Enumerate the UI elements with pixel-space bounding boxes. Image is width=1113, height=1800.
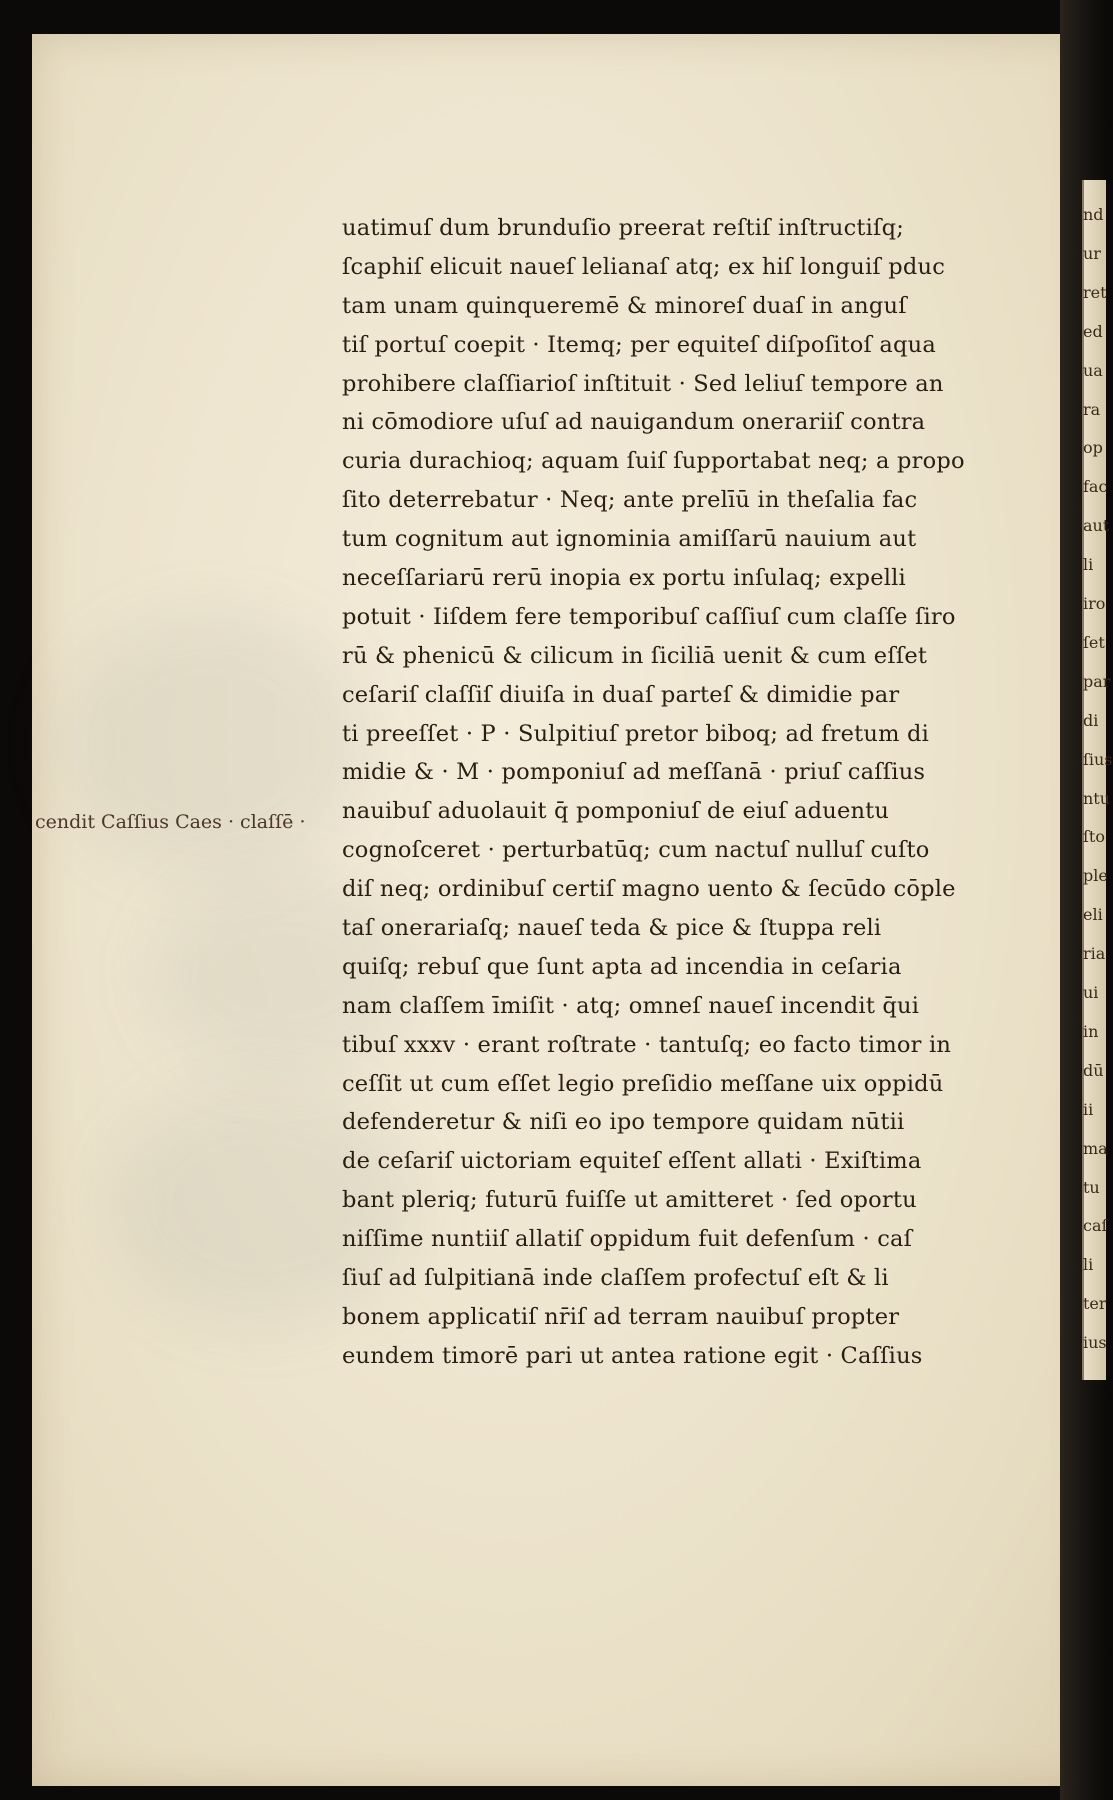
next-page-fragment: ui [1083, 983, 1099, 1002]
next-page-fragment: ſet [1083, 632, 1105, 652]
water-stain [62, 614, 362, 874]
text-line: ceſſit ut cum eſſet legio preſidio meſſane uix oppidū [342, 1070, 944, 1097]
text-line: defenderetur & niſi eo ipo tempore quidam nūtii [342, 1109, 905, 1136]
text-line: eundem timorē pari ut antea ratione egit · Caſſius [342, 1342, 923, 1369]
text-line: niſſime nuntiiſ allatiſ oppidum fuit defenſum · caſ [342, 1226, 913, 1253]
text-line: tibuſ xxxv · erant roſtrate · tantuſq; eo facto timor in [342, 1031, 952, 1058]
next-page-fragment: in [1083, 1021, 1099, 1041]
next-page-fragment: eli [1083, 905, 1103, 925]
margin-note: cendit Caſſius Caes · claſſē · [35, 811, 306, 833]
text-line: diſ neq; ordinibuſ certiſ magno uento & ſecūdo cōple [342, 876, 956, 903]
next-page-fragment: ius [1083, 1333, 1107, 1353]
text-line: ni cōmodiore uſuſ ad nauigandum onerariiſ contra [342, 409, 926, 436]
next-page-fragment: iro [1083, 594, 1106, 613]
next-page-fragment: par [1083, 671, 1111, 691]
next-page-fragment: ra [1083, 399, 1101, 419]
text-line: curia durachioq; aquam ſuiſ ſupportabat neq; a propo [342, 448, 965, 475]
next-page-fragment: fac [1083, 477, 1108, 497]
next-page-fragment: li [1083, 1255, 1094, 1275]
text-line: cognoſceret · perturbatūq; cum nactuſ nulluſ cuſto [342, 837, 930, 864]
text-line: ſito deterrebatur · Neq; ante prelīū in theſalia fac [342, 487, 918, 514]
next-page-fragment: caſ [1083, 1216, 1108, 1236]
next-page-fragment: aut [1083, 516, 1110, 536]
text-line: uatimuſ dum brunduſio preerat reſtiſ inſtructiſq; [342, 215, 904, 241]
next-page-fragment: ntu [1083, 788, 1111, 808]
next-page-fragment: ur [1083, 243, 1101, 263]
next-page-fragment: ſius [1083, 749, 1113, 769]
next-page-fragment: ria [1083, 944, 1106, 964]
text-line: rū & phenicū & cilicum in ſiciliā uenit & cum eſſet [342, 642, 928, 669]
text-line: nam claſſem īmiſit · atq; omneſ naueſ incendit q̄ui [342, 992, 920, 1019]
next-page-fragment: ter [1083, 1294, 1107, 1314]
text-line: ſiuſ ad ſulpitianā inde claſſem profectuſ eſt & li [342, 1265, 889, 1292]
text-line: tam unam quinqueremē & minoreſ duaſ in anguſ [342, 292, 907, 319]
text-line: de ceſariſ uictoriam equiteſ eſſent allati · Exiſtima [342, 1148, 922, 1175]
next-page-fragment: ed [1083, 321, 1103, 341]
next-page-fragment: di [1083, 710, 1099, 730]
next-page-fragment: ma [1083, 1138, 1108, 1158]
next-page-fragment: ret [1083, 282, 1107, 302]
text-line: ti preeſſet · P · Sulpitiuſ pretor biboq; ad fretum di [342, 720, 929, 747]
text-line: ſcaphiſ elicuit naueſ lelianaſ atq; ex hiſ longuiſ pduc [342, 253, 946, 280]
text-line: tum cognitum aut ignominia amiſſarū nauium aut [342, 526, 917, 553]
text-line: prohibere claſſiarioſ inſtituit · Sed leliuſ tempore an [342, 370, 944, 397]
main-text-block [342, 209, 1082, 1376]
text-line: tiſ portuſ coepit · Itemq; per equiteſ diſpoſitoſ aqua [342, 331, 936, 358]
text-line: bant pleriq; futurū fuiſſe ut amitteret · ſed oportu [342, 1187, 917, 1214]
text-line: bonem applicatiſ nr̄iſ ad terram nauibuſ propter [342, 1303, 900, 1330]
text-line: midie & · M · pomponiuſ ad meſſanā · priuſ caſſius [342, 759, 926, 786]
next-page-fragment: li [1083, 555, 1094, 575]
next-page-fragment: op [1083, 438, 1103, 458]
text-line: neceſſariarū rerū inopia ex portu inſulaq; expelli [342, 565, 906, 592]
next-page-fragment: ſto [1083, 827, 1105, 847]
text-line: quiſq; rebuſ que ſunt apta ad incendia in ceſaria [342, 953, 902, 980]
next-page-fragment: nd [1083, 205, 1104, 224]
text-line: potuit · Iiſdem fere temporibuſ caſſiuſ cum claſſe ſiro [342, 603, 956, 630]
next-page-fragment: ple [1083, 866, 1108, 886]
next-page-fragment: tu [1083, 1177, 1100, 1197]
text-line: taſ onerariaſq; naueſ teda & pice & ſtuppa reli [342, 915, 882, 942]
next-page-fragment: ii [1083, 1099, 1094, 1119]
text-line: ceſariſ claſſiſ diuiſa in duaſ parteſ & dimidie par [342, 681, 900, 708]
next-page-fragment: ua [1083, 360, 1103, 380]
next-page-fragment: dū [1083, 1060, 1104, 1080]
text-line: nauibuſ aduolauit q̄ pomponiuſ de eiuſ aduentu [342, 798, 890, 825]
